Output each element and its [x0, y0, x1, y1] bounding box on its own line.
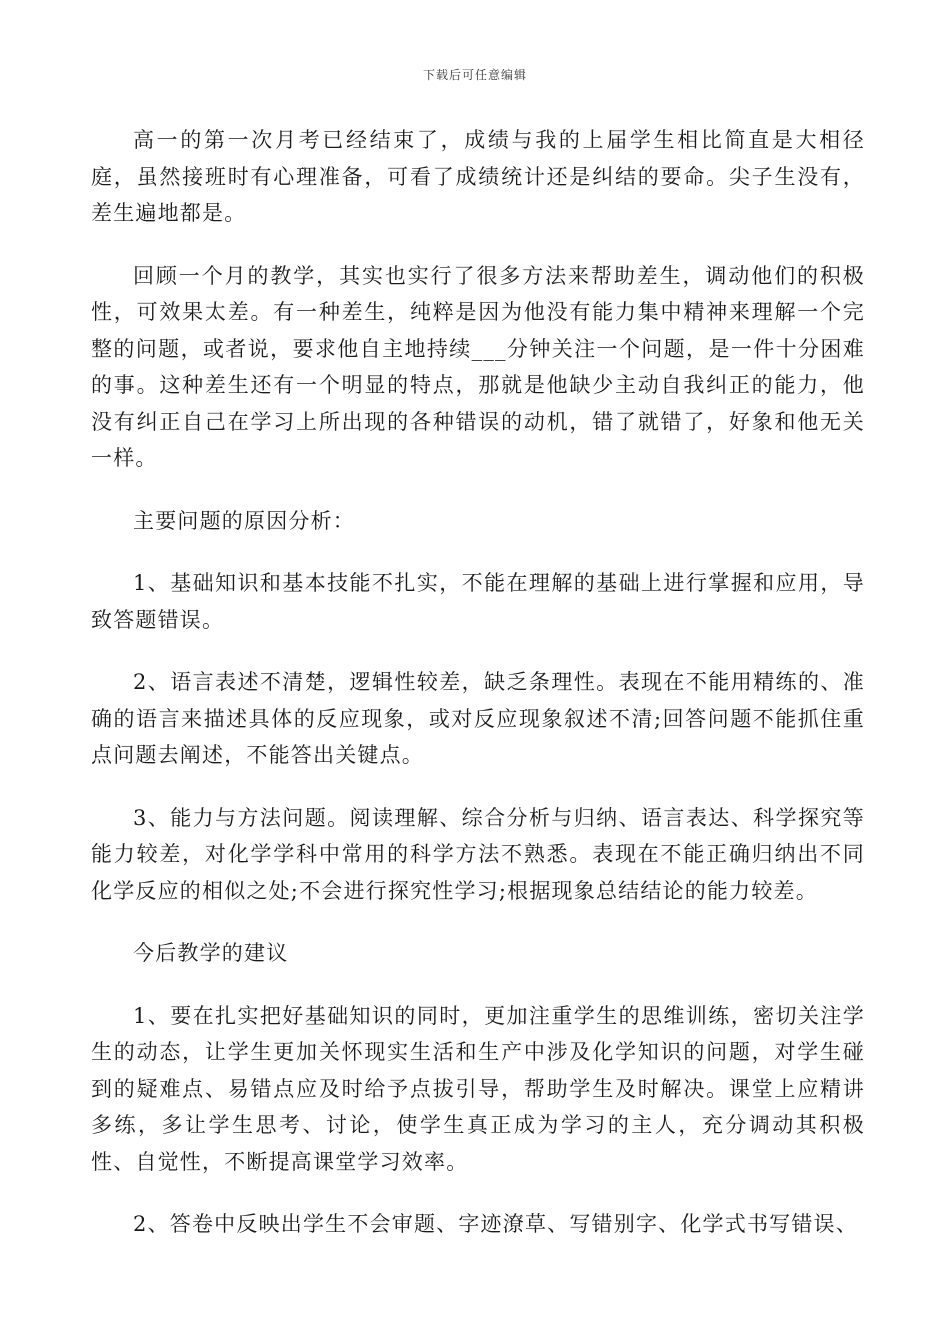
heading-cause-analysis: 主要问题的原因分析：	[133, 508, 355, 533]
document-body	[91, 122, 865, 1269]
paragraph-teaching-review: 回顾一个月的教学，其实也实行了很多方法来帮助差生，调动他们的积极性，可效果太差。有一种差生，纯粹是因为他没有能力集中精神来理解一个完整的问题，或者说，要求他自主地持续___分钟关注一个问题，是一件十分困难的事。这种差生还有一个明显的特点，那就是他缺少主动自我纠正的能力，他没有纠正自己在学习上所出现的各种错误的动机，错了就错了，好象和他无关一样。	[91, 263, 865, 470]
paragraph-cause-3: 3、能力与方法问题。阅读理解、综合分析与归纳、语言表达、科学探究等能力较差，对化学学科中常用的科学方法不熟悉。表现在不能正确归纳出不同化学反应的相似之处;不会进行探究性学习;根据现象总结结论的能力较差。	[91, 805, 865, 903]
page-header: 下载后可任意编辑	[422, 68, 527, 82]
paragraph-cause-1: 1、基础知识和基本技能不扎实，不能在理解的基础上进行掌握和应用，导致答题错误。	[91, 571, 865, 632]
paragraph-suggestion-1: 1、要在扎实把好基础知识的同时，更加注重学生的思维训练，密切关注学生的动态，让学生更加关怀现实生活和生产中涉及化学知识的问题，对学生碰到的疑难点、易错点应及时给予点拔引导，帮助学生及时解决。课堂上应精讲多练，多让学生思考、讨论，使学生真正成为学习的主人，充分调动其积极性、自觉性，不断提高课堂学习效率。	[91, 1003, 865, 1174]
paragraph-suggestion-2: 2、答卷中反映出学生不会审题、字迹潦草、写错别字、化学式书写错误、	[133, 1212, 858, 1236]
paragraph-exam-result: 高一的第一次月考已经结束了，成绩与我的上届学生相比简直是大相径庭，虽然接班时有心理准备，可看了成绩统计还是纠结的要命。尖子生没有，差生遍地都是。	[91, 128, 865, 225]
paragraph-cause-2: 2、语言表述不清楚，逻辑性较差，缺乏条理性。表现在不能用精练的、准确的语言来描述具体的反应现象，或对反应现象叙述不清;回答问题不能抓住重点问题去阐述，不能答出关键点。	[91, 670, 865, 767]
heading-suggestions: 今后教学的建议	[133, 941, 289, 965]
